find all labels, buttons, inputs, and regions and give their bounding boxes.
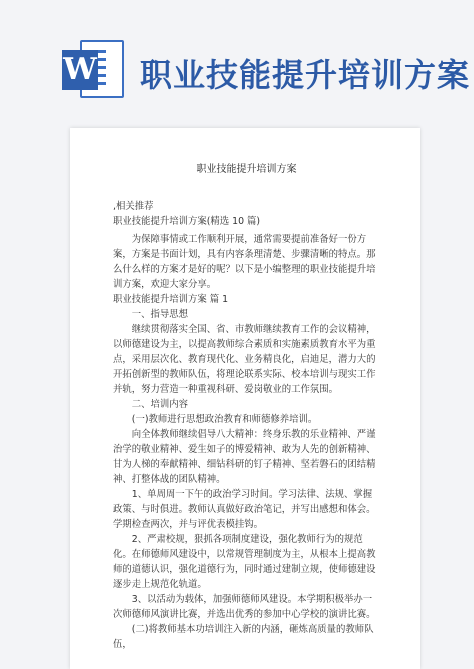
header-banner — [0, 0, 474, 110]
word-document-icon — [62, 40, 128, 102]
related-label — [113, 199, 380, 214]
related-bullet: , — [113, 201, 116, 212]
document-content — [70, 128, 420, 652]
heading-guiding-ideology: 一、指导思想 — [131, 309, 189, 320]
word-badge: W — [62, 50, 98, 90]
paragraph-6: (二)将教师基本功培训注入新的内涵，砸炼高质量的教师队伍， — [113, 624, 374, 650]
subheading-1: (一)教师进行思想政治教育和师德修养培训。 — [131, 414, 318, 425]
related-item[interactable]: 职业技能提升培训方案(精选 10 篇) — [113, 216, 261, 227]
document-page — [70, 128, 420, 669]
paragraph-2: 向全体教师继续倡导八大精神：终身乐教的乐业精神、严谨治学的敬业精神、爱生如子的博爱精神、敢为人先的创新精神、甘为人梯的奉献精神、细钻科研的钉子精神、坚若磐石的团结精神、打整体战的团队精神。 — [113, 429, 376, 485]
paragraph-3: 1、单周周一下午的政治学习时间。学习法律、法规、掌握政策、与时俱进。教师认真做好政治笔记，并写出感想和体会。学期检查两次，并与评优表模挂钩。 — [113, 489, 376, 530]
intro-paragraph: 为保障事情或工作顺利开展，通常需要提前准备好一份方案，方案是书面计划，具有内容条理清楚、步骤清晰的特点。那么什么样的方案才是好的呢？以下是小编整理的职业技能提升培训方案，欢迎大家分享。 — [113, 234, 376, 290]
document-title: 职业技能提升培训方案 — [196, 164, 297, 175]
related-text: 相关推荐 — [115, 201, 154, 212]
paragraph-4: 2、严肃校规，狠抓各项制度建设，强化教师行为的规范化。在师德师风建设中，以常规管理制度为主，从根本上提高教师的道德认识，强化道德行为，同时通过建制立规，使师德建设逐步走上规范化轨道。 — [113, 534, 376, 590]
heading-training-content: 二、培训内容 — [131, 399, 189, 410]
paragraph-5: 3、以活动为载体，加强师德师风建设。本学期积极举办一次师德师风演讲比赛，并选出优秀的参加中心学校的演讲比赛。 — [113, 594, 376, 620]
banner-title: 职业技能提升培训方案 — [140, 56, 471, 94]
section-heading: 职业技能提升培训方案 篇 1 — [113, 294, 229, 305]
paragraph-1: 继续贯彻落实全国、省、市教师继续教育工作的会议精神，以师德建设为主，以提高教师综合素质和实施素质教育水平为重点，采用层次化、教育现代化、业务精良化，启迪足，潜力大的开拓创新型的教师队伍，将理论联系实际、校本培训与现实工作并轨，努力营造一种重视科研、爱岗敬业的工作氛围。 — [113, 324, 376, 395]
